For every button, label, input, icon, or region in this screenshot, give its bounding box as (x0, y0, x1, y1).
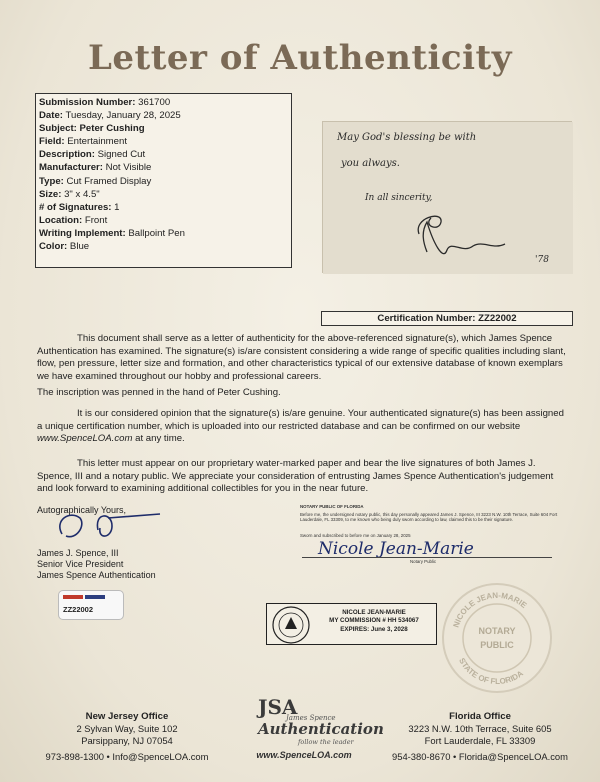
svg-text:www.SpenceLOA.com: www.SpenceLOA.com (256, 750, 352, 760)
spence-signature (40, 500, 180, 552)
svg-text:Authentication: Authentication (258, 720, 384, 738)
stamp-name: NICOLE JEAN-MARIE (342, 609, 406, 616)
fl-office: Florida Office 3223 N.W. 10th Terrace, Suite 605 Fort Lauderdale, FL 33309 954-380-8670 • Florida@SpenceLOA.com (380, 711, 580, 763)
signed-cut-photo (322, 121, 572, 273)
svg-text:James Spence: James Spence (286, 714, 336, 722)
notary-sig-label: Notary Public (410, 559, 437, 564)
hologram-sticker (58, 590, 124, 620)
paragraph-opinion: It is our considered opinion that the signature(s) is/are genuine. Your authenticated signature(s) has been assigned a unique certification number, which is uploaded into our restricted database and can be confirmed on our website www.SpenceLOA.com at any time. (37, 408, 564, 445)
letter-title: Letter of Authenticity (87, 38, 513, 78)
signer-company: James Spence Authentication (37, 570, 156, 580)
notary-signature: Nicole Jean-Marie (318, 539, 474, 559)
nj-office: New Jersey Office 2 Sylvan Way, Suite 102 Parsippany, NJ 07054 973-898-1300 • Info@SpenceLOA.com (42, 711, 212, 763)
stamp-commission: MY COMMISSION # HH 534067 (329, 617, 419, 625)
submission-info-box (35, 93, 292, 268)
info-row-size: Size: 3" x 4.5" (39, 188, 100, 200)
info-row-type: Type: Cut Framed Display (39, 175, 152, 187)
notary-sworn: Sworn and subscribed to before me on January 28, 2025 (300, 533, 411, 538)
stamp-expires: EXPIRES: June 3, 2028 (340, 625, 408, 633)
info-row-color: Color: Blue (39, 241, 90, 253)
stamp-text (313, 609, 435, 634)
paragraph-authenticity: This document shall serve as a letter of authenticity for the above-referenced signature(s), which James Spence Authentication has examined. The signature(s) is/are consistent considering a wide range of specific qualities including slant, flow, pen pressure, letter size and formation, and other characteristics typical of our extensive database of known exemplars we have examined throughout our hobby and professional careers. (37, 333, 566, 382)
notary-header: NOTARY PUBLIC OF FLORIDA (300, 504, 364, 509)
inscription-year: '78 (535, 255, 549, 265)
nj-office-heading: New Jersey Office (85, 711, 169, 722)
signed-cut-image (323, 122, 573, 274)
nj-office-contact: 973-898-1300 • Info@SpenceLOA.com (45, 751, 209, 762)
info-row-location: Location: Front (39, 214, 108, 226)
svg-text:follow the leader: follow the leader (298, 738, 354, 746)
certification-number-box: Certification Number: ZZ22002 (321, 311, 573, 326)
website-link[interactable]: www.SpenceLOA.com (37, 433, 133, 445)
info-row-field: Field: Entertainment (39, 136, 127, 148)
signer-details (37, 548, 156, 581)
inscription-line-2: you always. (341, 158, 400, 169)
signer-title: Senior Vice President (37, 559, 124, 569)
hologram-number: ZZ22002 (63, 605, 94, 614)
inscription-line-1: May God's blessing be with (337, 132, 477, 143)
info-row-date: Date: Tuesday, January 28, 2025 (39, 110, 181, 122)
certification-number: ZZ22002 (478, 313, 517, 324)
seal-center-2: PUBLIC (480, 640, 514, 650)
notary-stamp (266, 603, 437, 645)
info-row-submission: Submission Number: 361700 (39, 97, 171, 108)
florida-notary-emblem-icon (271, 605, 311, 645)
seal-center-1: NOTARY (478, 626, 516, 636)
info-row-signatures: # of Signatures: 1 (39, 201, 120, 213)
paragraph-inscription: The inscription was penned in the hand of Peter Cushing. (37, 387, 281, 398)
svg-text:JSA: JSA (258, 695, 298, 719)
info-row-subject: Subject: Peter Cushing (39, 123, 145, 135)
closing-text: Autographically Yours, (37, 505, 127, 515)
fl-office-heading: Florida Office (449, 711, 511, 722)
embossed-notary-seal (441, 582, 554, 695)
seal-bottom-text: STATE OF FLORIDA (457, 656, 525, 687)
fl-office-contact: 954-380-8670 • Florida@SpenceLOA.com (392, 751, 568, 762)
seal-top-text: NICOLE JEAN-MARIE (451, 590, 529, 629)
inscription-line-3: In all sincerity, (365, 193, 433, 203)
signer-name: James J. Spence, III (37, 548, 119, 558)
info-row-description: Description: Signed Cut (39, 149, 146, 161)
info-row-manufacturer: Manufacturer: Not Visible (39, 162, 152, 174)
notary-statement: Before me, the undersigned notary public, this day personally appeared James J. Spence, III 3223 N.W. 10th Terrace, Suite 604 Fort Lauderdale, FL 33309, to me known who being duly sworn according to law, claimed this to be their signature. (300, 512, 558, 523)
paragraph-watermark: This letter must appear on our proprietary water-marked paper and bear the live signatures of both James J. Spence, III and a notary public. We appreciate your consideration of entrusting James Spence Authentication's judgement and look forward to examining additional collectibles for you in the near future. (37, 458, 554, 495)
notary-signature-line (302, 557, 552, 558)
info-row-implement: Writing Implement: Ballpoint Pen (39, 227, 185, 239)
jsa-logo (246, 694, 384, 764)
